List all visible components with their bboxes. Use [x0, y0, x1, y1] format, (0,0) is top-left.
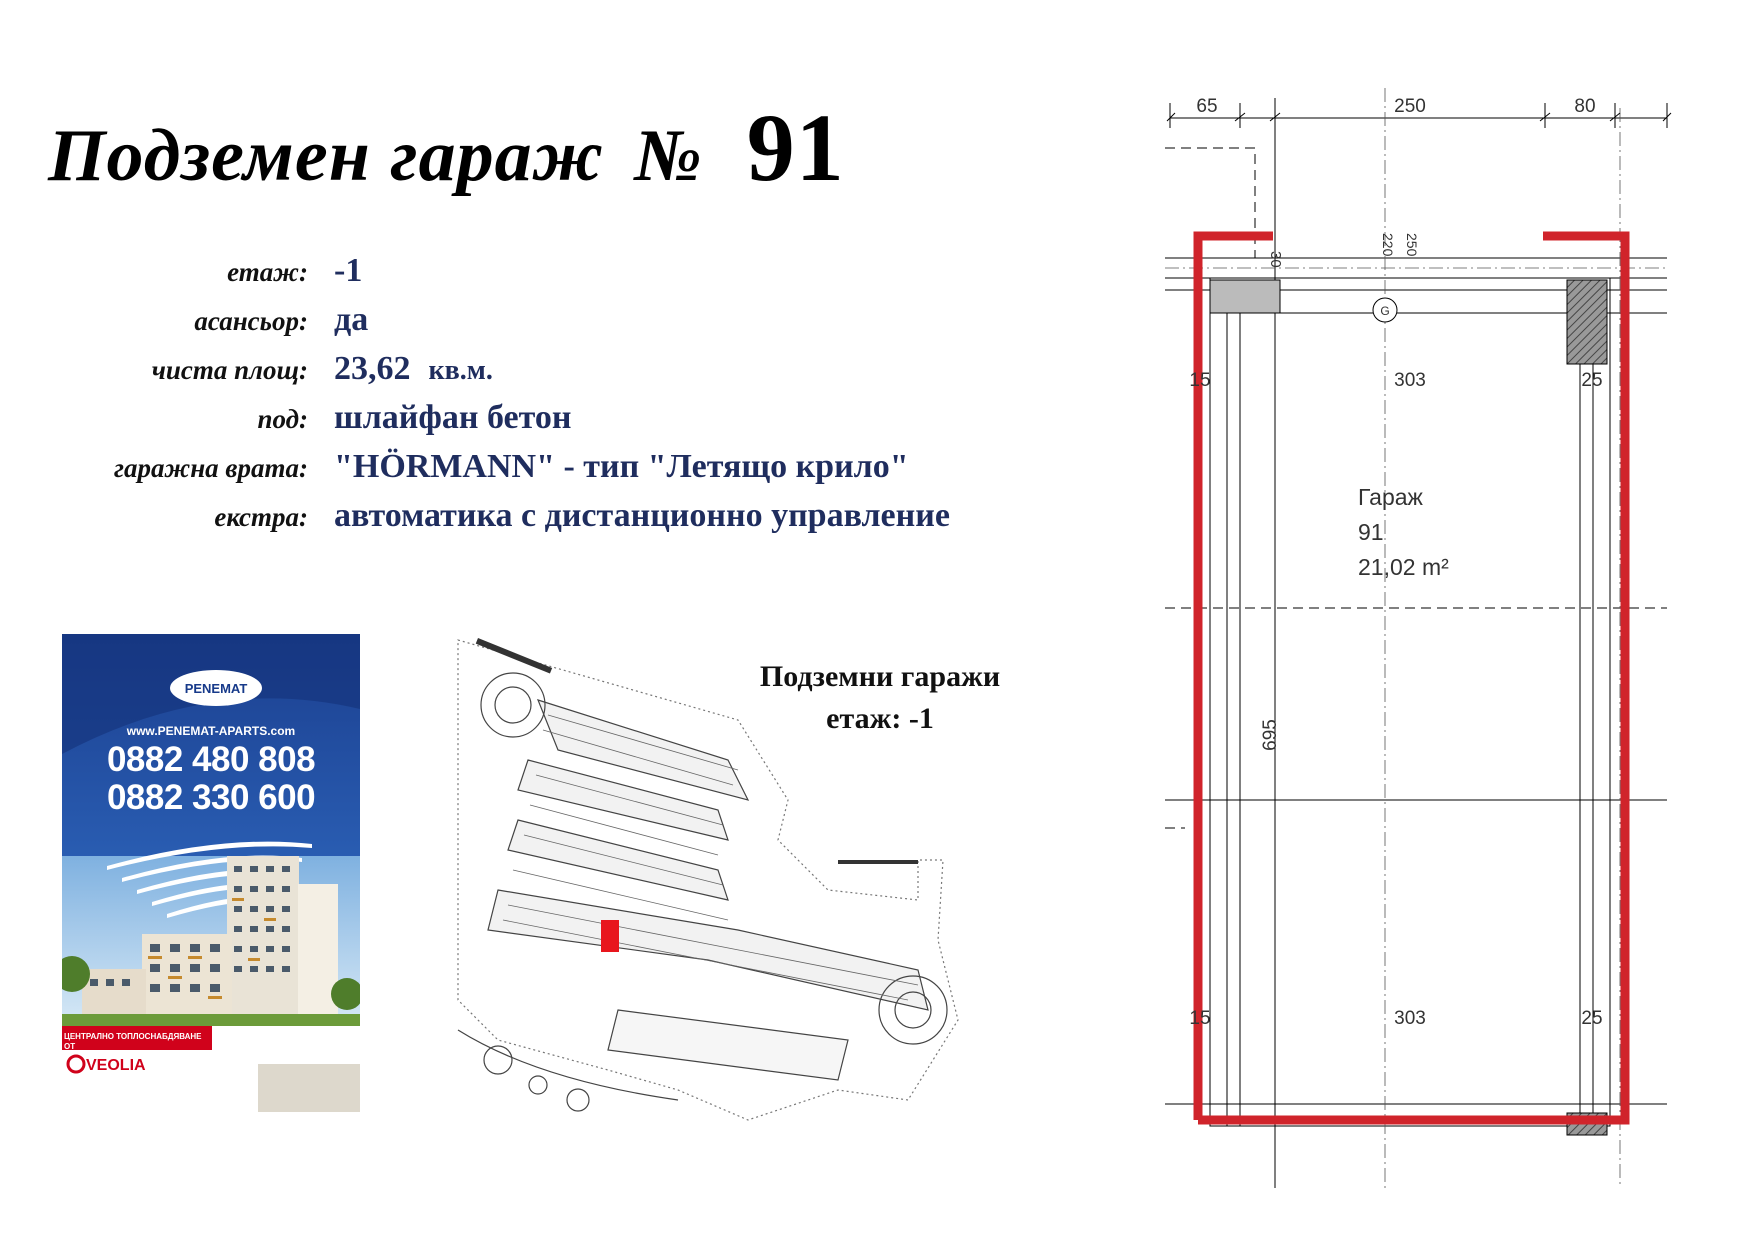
room-area: 21,02 m² [1358, 554, 1449, 580]
title-text: Подземен гараж [48, 115, 605, 197]
spec-value: "HÖRMANN" - тип "Летящо крило" [334, 448, 909, 485]
dim-30: 30 [1267, 251, 1284, 268]
spec-value: да [334, 301, 369, 338]
area-unit: кв.м. [428, 355, 493, 386]
ad-url: www.PENEMAT-APARTS.com [126, 724, 296, 738]
garage-floor-plan [1155, 88, 1675, 1188]
room-number: 91 [1358, 519, 1384, 545]
dim-695: 695 [1260, 719, 1281, 751]
dim-303-bottom: 303 [1394, 1008, 1426, 1029]
brand-name: PENEMAT [184, 680, 248, 696]
garage-outline-right [1198, 236, 1625, 1120]
spec-label: асансьор: [194, 306, 308, 336]
spec-value: шлайфан бетон [334, 399, 572, 436]
site-plan-caption [700, 656, 1060, 740]
page-title [48, 92, 845, 203]
caption-line-2: етаж: -1 [826, 702, 934, 735]
spec-value-area [334, 350, 493, 388]
spec-label: под: [257, 404, 308, 434]
dim-65: 65 [1196, 96, 1218, 117]
spec-row-floor [60, 252, 950, 301]
dim-250: 250 [1394, 96, 1426, 117]
spec-label: чиста площ: [151, 355, 308, 385]
dim-303: 303 [1394, 370, 1426, 391]
spec-row-area [60, 350, 950, 399]
dim-15-bottom: 15 [1189, 1008, 1211, 1029]
number-sign: № [634, 115, 703, 197]
dim-250-side: 250 [1404, 233, 1420, 257]
spec-value: -1 [334, 252, 363, 289]
spec-row-extra [60, 497, 950, 546]
area-value: 23,62 [334, 350, 411, 387]
penemat-logo [170, 670, 262, 706]
garage-91-highlight [601, 920, 619, 952]
caption-line-1: Подземни гаражи [759, 660, 1001, 693]
veolia-logo: VEOLIA [86, 1057, 146, 1074]
dim-25-bottom: 25 [1581, 1008, 1603, 1029]
advertisement-banner [62, 634, 360, 1112]
spec-label: екстра: [214, 502, 308, 532]
spec-row-floor-type [60, 399, 950, 448]
spec-row-elevator [60, 301, 950, 350]
spec-label: етаж: [227, 257, 308, 287]
spec-label: гаражна врата: [114, 453, 308, 483]
heating-note: ЦЕНТРАЛНО ТОПЛОСНАБДЯВАНЕ ОТ [64, 1032, 202, 1051]
phone-2: 0882 330 600 [106, 778, 316, 817]
spec-row-door [60, 448, 950, 497]
dim-15: 15 [1189, 370, 1211, 391]
dim-25: 25 [1581, 370, 1603, 391]
grid-marker: G [1380, 304, 1390, 318]
spec-value: автоматика с дистанционно управление [334, 497, 950, 534]
garage-number: 91 [746, 94, 845, 201]
specs-list [60, 252, 950, 546]
room-label: Гараж [1358, 484, 1423, 510]
garage-outline-left [1198, 236, 1273, 1120]
phone-1: 0882 480 808 [106, 740, 316, 779]
dim-220: 220 [1380, 233, 1396, 257]
dim-80: 80 [1574, 96, 1596, 117]
